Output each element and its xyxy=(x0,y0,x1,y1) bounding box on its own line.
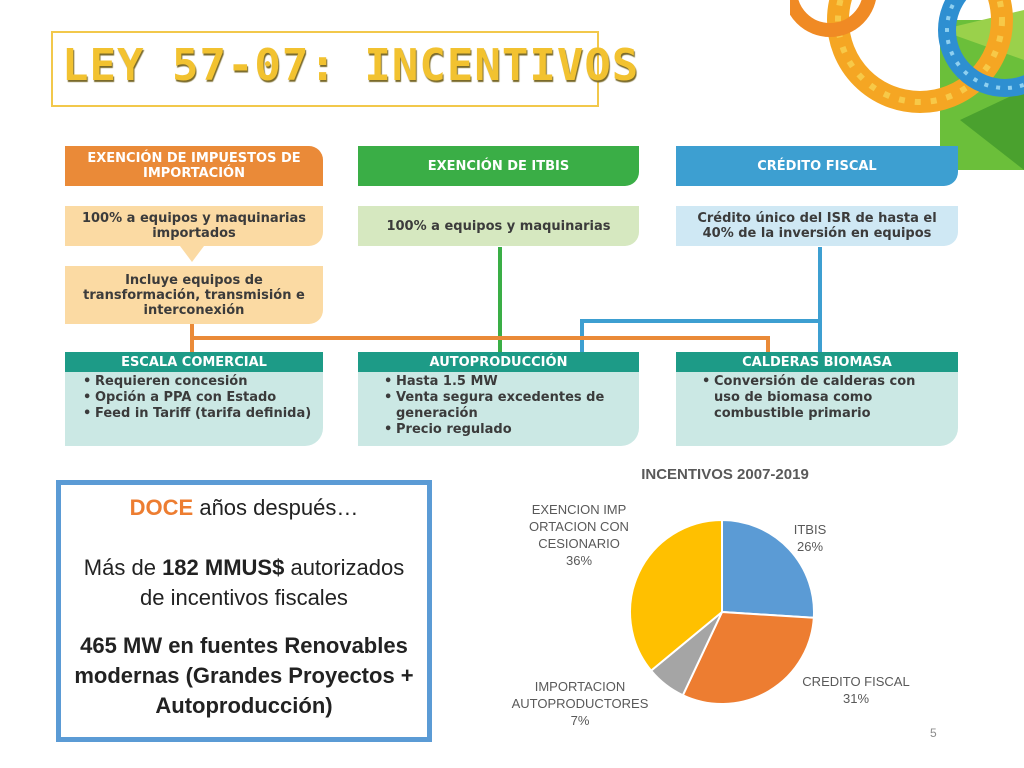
header-itbis-exemption-label: EXENCIÓN DE ITBIS xyxy=(427,158,570,174)
detail-import-exemption-text: 100% a equipos y maquinarias importados xyxy=(81,211,307,241)
panel-self-production xyxy=(358,372,639,446)
pie-label-itbis xyxy=(780,521,840,555)
detail-fiscal-credit xyxy=(676,206,958,246)
extra-import-exemption-text: Incluye equipos de transformación, transmisión e interconexión xyxy=(83,272,305,318)
header-self-production-label: AUTOPRODUCCIÓN xyxy=(429,354,568,370)
header-commercial-scale-label: ESCALA COMERCIAL xyxy=(121,354,267,370)
pie-label-value: 31% xyxy=(842,691,870,706)
pie-label-name: CREDITO FISCAL xyxy=(802,674,910,689)
header-biomass-boilers-label: CALDERAS BIOMASA xyxy=(742,354,892,370)
summary-line-2-pre: Más de xyxy=(83,555,163,580)
extra-import-exemption xyxy=(65,266,323,324)
pie-label-name: EXENCION IMPORTACION CONCESIONARIO xyxy=(529,502,629,551)
pie-label-name: IMPORTACION AUTOPRODUCTORES xyxy=(511,679,649,711)
summary-amount: 182 MMUS$ xyxy=(162,555,285,580)
pie-label-value: 26% xyxy=(796,539,824,554)
summary-line-4: 465 MW en fuentes Renovables xyxy=(80,633,408,658)
summary-line-1-rest: años después… xyxy=(193,495,359,520)
summary-line-5: modernas (Grandes Proyectos + xyxy=(74,663,414,688)
bullet-item: • Feed in Tariff (tarifa definida) xyxy=(83,406,315,422)
summary-accent-word: DOCE xyxy=(129,495,194,520)
chart-title: INCENTIVOS 2007-2019 xyxy=(641,466,809,483)
detail-import-exemption xyxy=(65,206,323,246)
pie-label-import-concessionaires xyxy=(528,501,630,569)
header-commercial-scale xyxy=(65,352,323,372)
pie-label-value: 36% xyxy=(565,553,593,568)
detail-itbis-exemption-text: 100% a equipos y maquinarias xyxy=(386,218,611,234)
header-import-exemption-label: EXENCIÓN DE IMPUESTOS DE IMPORTACIÓN xyxy=(87,151,301,181)
pie-label-import-self-producers xyxy=(506,678,654,729)
summary-line-2-post: autorizados xyxy=(284,555,405,580)
summary-line-1 xyxy=(61,493,427,523)
panel-commercial-scale xyxy=(65,372,323,446)
header-fiscal-credit xyxy=(676,146,958,186)
summary-line-2 xyxy=(61,553,427,583)
detail-fiscal-credit-text: Crédito único del ISR de hasta el 40% de la inversión en equipos xyxy=(697,211,937,241)
bullet-item: • Opción a PPA con Estado xyxy=(83,390,315,406)
header-self-production xyxy=(358,352,639,372)
header-biomass-boilers xyxy=(676,352,958,372)
header-import-exemption xyxy=(65,146,323,186)
bullet-item: • Conversión de calderas con uso de biomasa como combustible primario xyxy=(702,374,934,422)
bullet-item: • Hasta 1.5 MW xyxy=(384,374,631,390)
summary-box xyxy=(56,480,432,742)
bullet-item: • Precio regulado xyxy=(384,422,631,438)
pie-label-fiscal-credit xyxy=(796,673,916,707)
summary-line-6: Autoproducción) xyxy=(155,693,333,718)
detail-itbis-exemption xyxy=(358,206,639,246)
pie-label-name: ITBIS xyxy=(793,522,827,537)
bullet-item: • Venta segura excedentes de generación xyxy=(384,390,631,422)
pie-label-value: 7% xyxy=(570,713,590,728)
header-itbis-exemption xyxy=(358,146,639,186)
bullet-item: • Requieren concesión xyxy=(83,374,315,390)
summary-line-3: de incentivos fiscales xyxy=(140,585,348,610)
page-title: LEY 57-07: INCENTIVOS xyxy=(62,40,640,91)
header-fiscal-credit-label: CRÉDITO FISCAL xyxy=(757,158,877,174)
page-number: 5 xyxy=(930,726,937,740)
panel-biomass-boilers xyxy=(676,372,958,446)
